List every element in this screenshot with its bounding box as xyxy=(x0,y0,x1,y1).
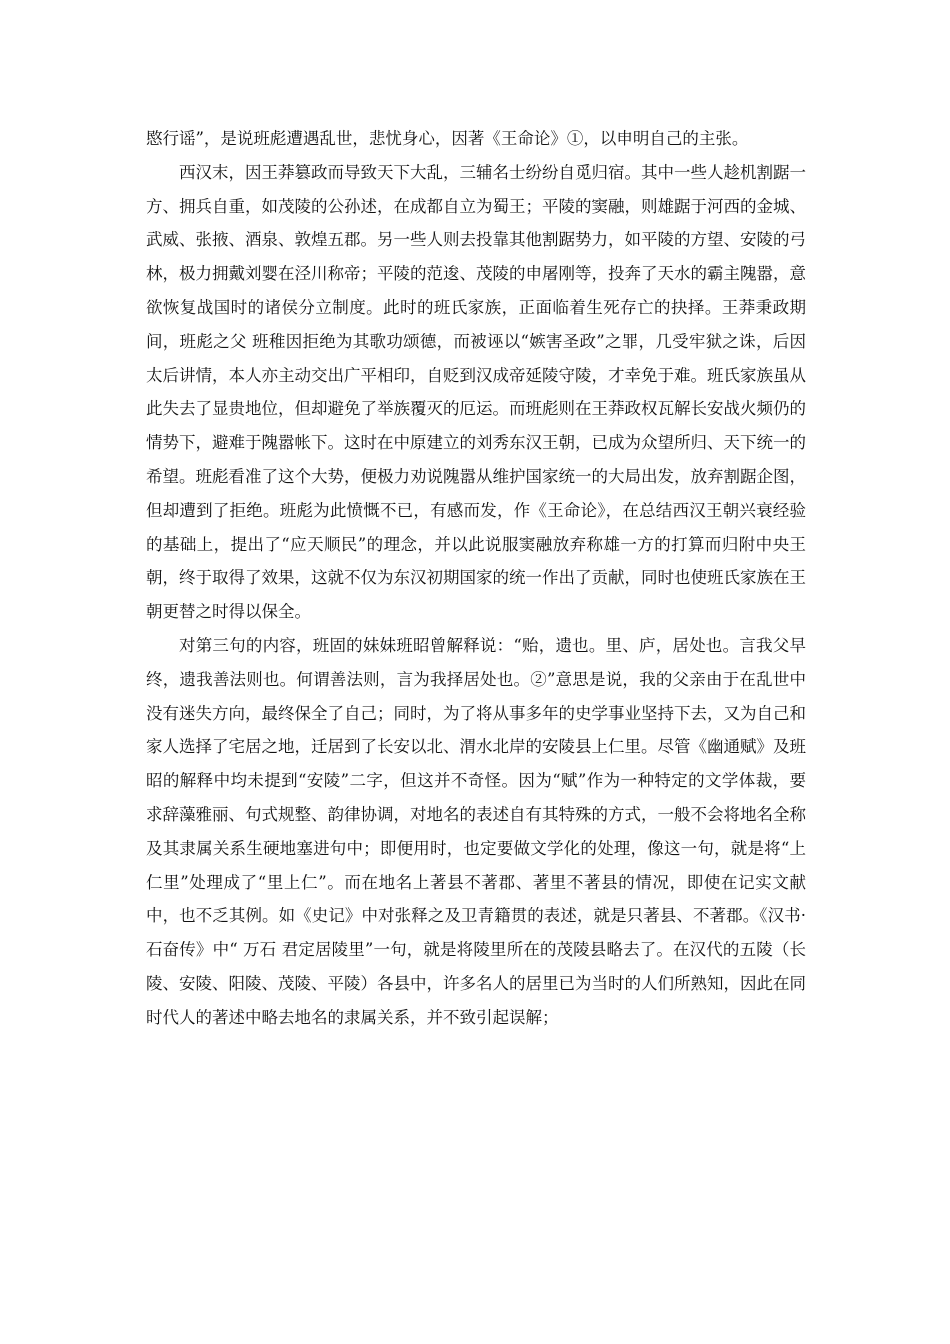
paragraph-western-han-turmoil: 西汉末，因王莽篡政而导致天下大乱，三辅名士纷纷自觅归宿。其中一些人趁机割踞一方、拥兵自重，如茂陵的公孙述，在成都自立为蜀王；平陵的窦融，则雄踞于河西的金城、武威、张掖、酒泉、敦煌五郡。另一些人则去投靠其他割踞势力，如平陵的方望、安陵的弓林，极力拥戴刘婴在泾川称帝；平陵的范逡、茂陵的申屠刚等，投奔了天水的霸主隗嚣，意欲恢复战国时的诸侯分立制度。此时的班氏家族，正面临着生死存亡的抉择。王莽秉政期间，班彪之父 班稚因拒绝为其歌功颂德，而被诬以“嫉害圣政”之罪，几受牢狱之诛，后因太后讲情，本人亦主动交出广平相印，自贬到汉成帝延陵守陵，才幸免于难。班氏家族虽从此失去了显贵地位，但却避免了举族覆灭的厄运。而班彪则在王莽政权瓦解长安战火频仍的情势下，避难于隗嚣帐下。这时在中原建立的刘秀东汉王朝，已成为众望所归、天下统一的希望。班彪看准了这个大势，便极力劝说隗嚣从维护国家统一的大局出发，放弃割踞企图，但却遭到了拒绝。班彪为此愤慨不已，有感而发，作《王命论》，在总结西汉王朝兴衰经验的基础上，提出了“应天顺民”的理念，并以此说服窦融放弃称雄一方的打算而归附中央王朝，终于取得了效果，这就不仅为东汉初期国家的统一作出了贡献，同时也使班氏家族在王朝更替之时得以保全。 xyxy=(146,162,806,622)
paragraph-continuation: 愍行谣”，是说班彪遭遇乱世，悲忧身心，因著《王命论》①，以申明自己的主张。 xyxy=(146,129,749,148)
paragraph-third-sentence-interpretation: 对第三句的内容，班固的妹妹班昭曾解释说：“贻，遗也。里、庐，居处也。言我父早终，遗我善法则也。何谓善法则，言为我择居处也。②”意思是说，我的父亲由于在乱世中没有迷失方向，最终保全了自己；同时，为了将从事多年的史学事业坚持下去，又为自己和家人选择了宅居之地，迁居到了长安以北、渭水北岸的安陵县上仁里。尽管《幽通赋》及班昭的解释中均未提到“安陵”二字，但这并不奇怪。因为“赋”作为一种特定的文学体裁，要求辞藻雅丽、句式规整、韵律协调，对地名的表述自有其特殊的方式，一般不会将地名全称及其隶属关系生硬地塞进句中；即便用时，也定要做文学化的处理，像这一句，就是将“上仁里”处理成了“里上仁”。而在地名上著县不著郡、著里不著县的情况，即使在记实文献中，也不乏其例。如《史记》中对张释之及卫青籍贯的表述，就是只著县、不著郡。《汉书·石奋传》中“ 万石 君定居陵里”一句，就是将陵里所在的茂陵县略去了。在汉代的五陵（长陵、安陵、阳陵、茂陵、平陵）各县中，许多名人的居里已为当时的人们所熟知，因此在同时代人的著述中略去地名的隶属关系，并不致引起误解； xyxy=(146,635,806,1027)
document-body xyxy=(146,122,806,1035)
